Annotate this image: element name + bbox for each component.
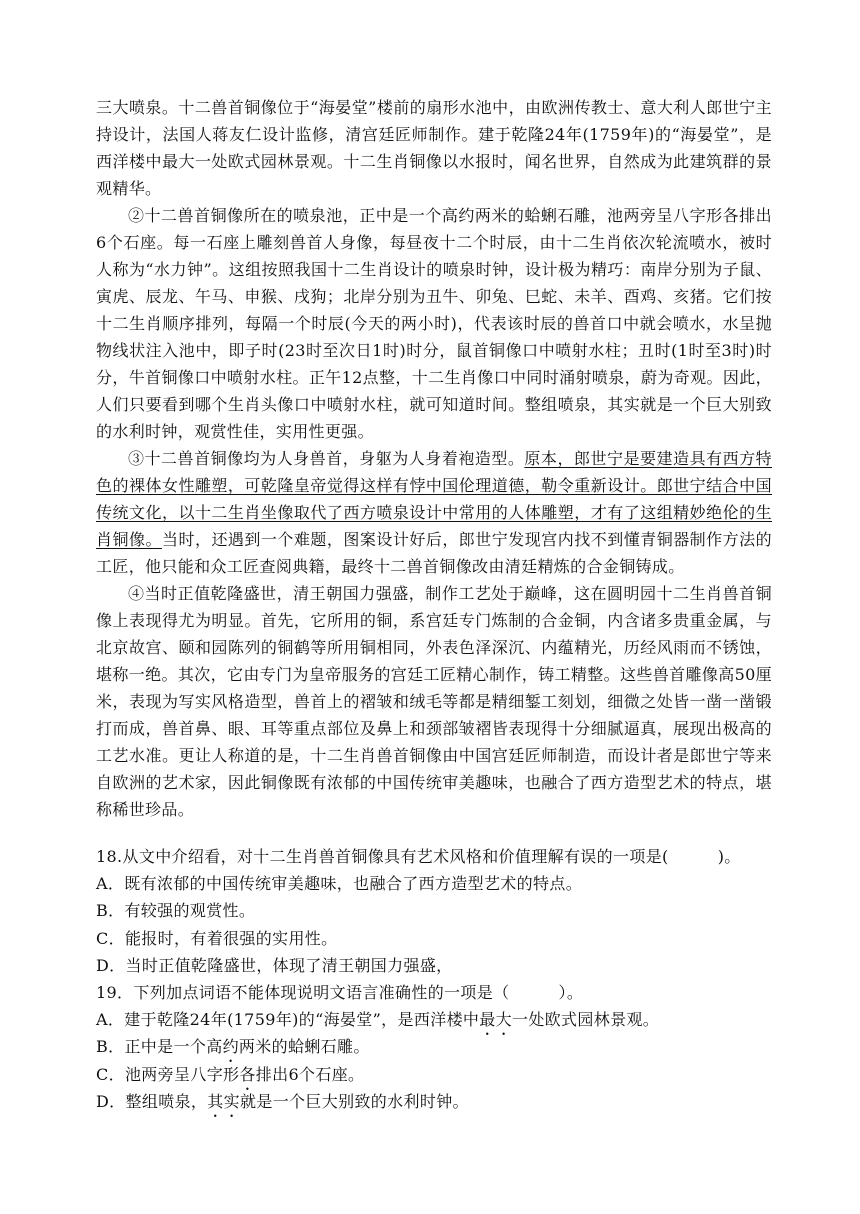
questions-section: [96, 843, 772, 1115]
option-b-text-end: 两米的蛤蜊石雕。: [238, 1037, 370, 1057]
dotted-char: 实: [223, 1091, 240, 1111]
dotted-char: 其: [207, 1091, 224, 1111]
paragraph-2: ②十二兽首铜像所在的喷泉池，正中是一个高约两米的蛤蜊石雕，池两旁呈八字形各排出6个石座。每一石座上雕刻兽首人身像，每昼夜十二个时辰，由十二生肖依次轮流喷水，被时人称为“水力钟”。这组按照我国十二生肖设计的喷泉时钟，设计极为精巧：南岸分别为子鼠、寅虎、辰龙、午马、申猴、戌狗；北岸分别为丑牛、卯兔、巳蛇、未羊、酉鸡、亥猪。它们按十二生肖顺序排列，每隔一个时辰(今天的两小时)，代表该时辰的兽首口中就会喷水，水呈抛物线状注入池中，即子时(23时至次日1时)时分，鼠首铜像口中喷射水柱；丑时(1时至3时)时分，牛首铜像口中喷射水柱。正午12点整，十二生肖像口中同时涌射喷泉，蔚为奇观。因此，人们只要看到哪个生肖头像口中喷射水柱，就可知道时间。整组喷泉，其实就是一个巨大别致的水利时钟，观赏性佳，实用性更强。: [96, 206, 772, 441]
option-d-text: D．整组喷泉，: [96, 1091, 208, 1111]
option-a-text-end: 一处欧式园林景观。: [512, 1010, 660, 1030]
question-19-option-d: [96, 1088, 772, 1115]
dotted-char: 约: [222, 1037, 239, 1057]
paragraph-4: ④当时正值乾隆盛世，清王朝国力强盛，制作工艺处于巅峰，这在圆明园十二生肖兽首铜像上表现得尤为明显。首先，它所用的铜，系宫廷专门炼制的合金铜，内含诸多贵重金属，与北京故宫、颐和园陈列的铜鹤等所用铜相同，外表色泽深沉、内蕴精光，历经风雨而不锈蚀，堪称一绝。其次，它由专门为皇帝服务的宫廷工匠精心制作，铸工精整。这些兽首雕像高50厘米，表现为写实风格造型，兽首上的褶皱和绒毛等都是精细錾工刻划，细微之处皆一凿一凿锻打而成，兽首鼻、眼、耳等重点部位及鼻上和颈部皱褶皆表现得十分细腻逼真，展现出极高的工艺水准。更让人称道的是，十二生肖兽首铜像由中国宫廷匠师制造，而设计者是郎世宁等来自欧洲的艺术家，因此铜像既有浓郁的中国传统审美趣味，也融合了西方造型艺术的特点，堪称稀世珍品。: [96, 584, 772, 819]
paragraph-3: [96, 445, 772, 580]
dotted-char: 各: [239, 1064, 256, 1084]
paragraph-3-lead: ③十二兽首铜像均为人身兽首，身躯为人身着袍造型。: [128, 449, 525, 468]
option-d-text-end: 就是一个巨大别致的水利时钟。: [240, 1091, 469, 1111]
question-19-option-c: [96, 1061, 772, 1088]
option-a-text: A．建于乾隆24年(1759年)的“海晏堂”，是西洋楼中: [96, 1010, 480, 1030]
question-18-option-a: A．既有浓郁的中国传统审美趣味，也融合了西方造型艺术的特点。: [96, 874, 583, 894]
dotted-char: 大: [495, 1010, 512, 1030]
paragraph-3-tail: 当时，还遇到一个难题，图案设计好后，郎世宁发现宫内找不到懂青铜器制作方法的工匠，他只能和众工匠查阅典籍，最终十二兽首铜像改由清廷精炼的合金铜铸成。: [96, 530, 772, 576]
question-19-option-a: [96, 1006, 772, 1033]
article-body: [96, 94, 772, 823]
question-18-option-c: C．能报时，有着很强的实用性。: [96, 928, 338, 948]
dotted-char: 最: [479, 1010, 496, 1030]
question-19-stem: 19．下列加点词语不能体现说明文语言准确性的一项是（ ）。: [96, 983, 584, 1003]
paragraph-1: 三大喷泉。十二兽首铜像位于“海晏堂”楼前的扇形水池中，由欧洲传教士、意大利人郎世宁主持设计，法国人蒋友仁设计监修，清宫廷匠师制作。建于乾隆24年(1759年)的“海晏堂”，是西洋楼中最大一处欧式园林景观。十二生肖铜像以水报时，闻名世界，自然成为此建筑群的景观精华。: [96, 98, 772, 198]
underlined-sentence: 原本，郎世宁是要建造具有西方特色的裸体女性雕塑，可乾隆皇帝觉得这样有悖中国伦理道德，勒令重新设计。郎世宁结合中国传统文化，以十二生肖坐像取代了西方喷泉设计中常用的人体雕塑，才有了这组精妙绝伦的生肖铜像。: [96, 449, 772, 549]
document-page: [96, 94, 772, 1115]
question-18-option-d: D．当时正值乾隆盛世，体现了清王朝国力强盛，: [96, 955, 453, 975]
question-18-stem: 18.从文中介绍看，对十二生肖兽首铜像具有艺术风格和价值理解有误的一项是( )。: [96, 847, 741, 866]
option-b-text: B．正中是一个高: [96, 1037, 223, 1057]
option-c-text: C．池两旁呈八字形: [96, 1064, 240, 1084]
option-c-text-end: 排出6个石座。: [255, 1064, 365, 1084]
question-18-option-b: B．有较强的观赏性。: [96, 901, 256, 921]
question-19-option-b: [96, 1033, 772, 1060]
